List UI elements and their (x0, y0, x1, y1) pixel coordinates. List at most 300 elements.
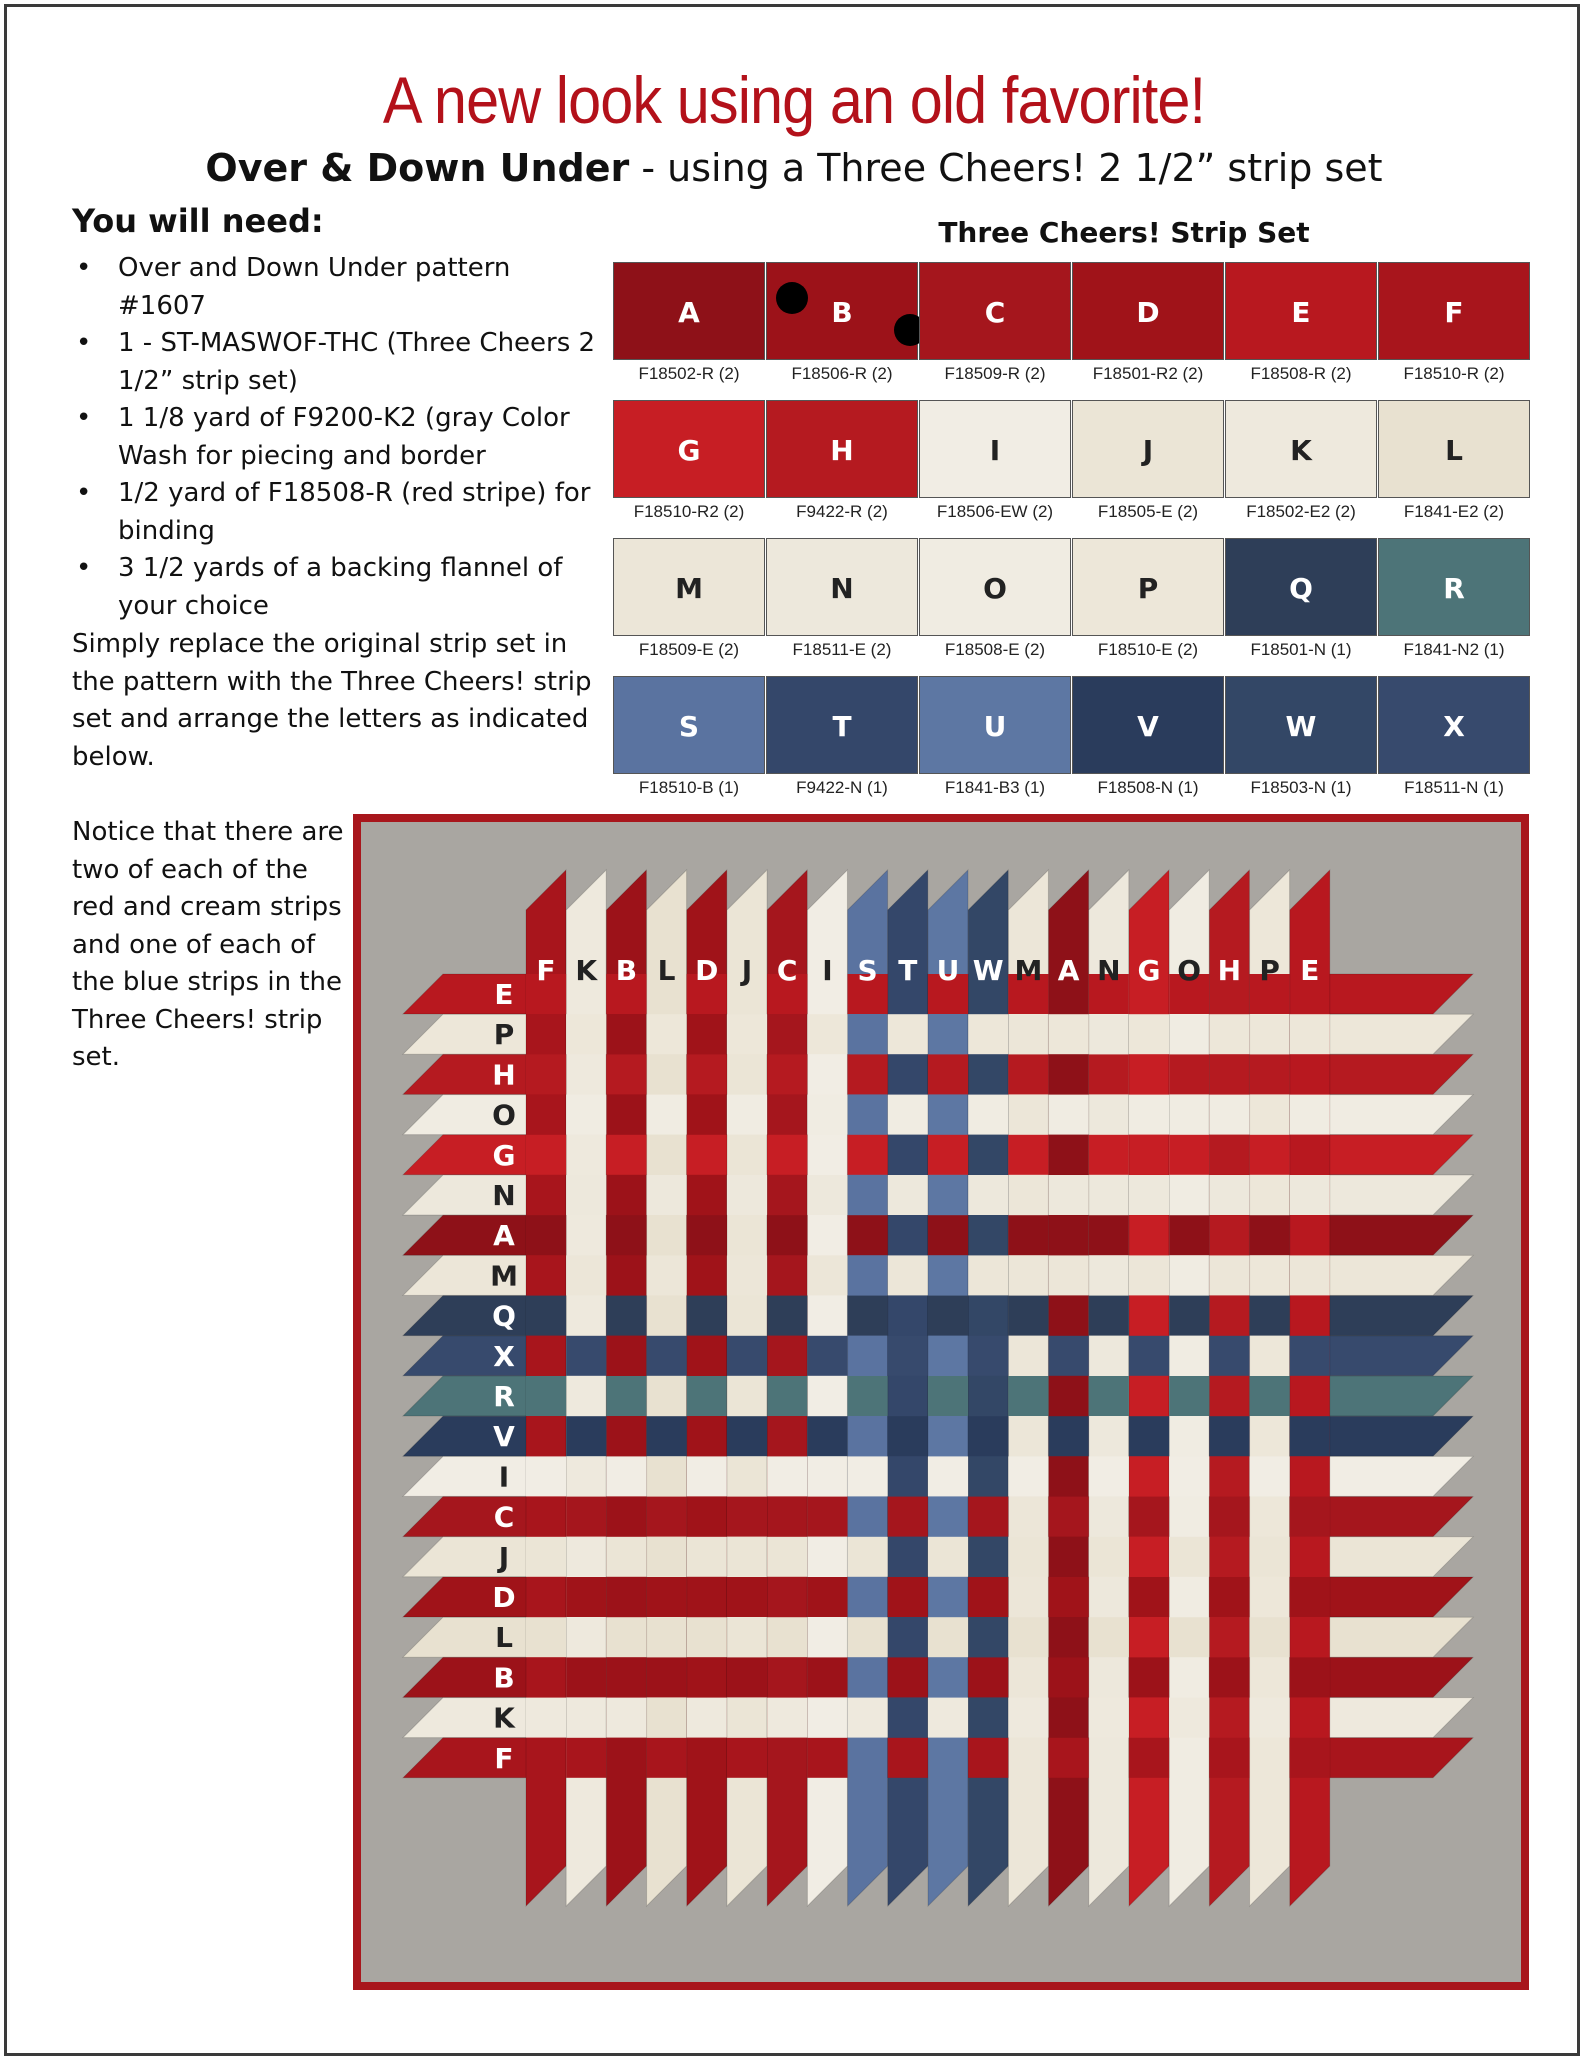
swatch-letter: M (675, 572, 703, 605)
fabric-code: F18510-B (1) (638, 778, 740, 797)
weave-crossing (848, 1135, 888, 1175)
page-subtitle (0, 146, 1588, 190)
fabric-code: F18502-E2 (2) (1246, 502, 1356, 521)
weave-crossing (1209, 1336, 1249, 1376)
swatch-i (919, 396, 1072, 534)
fabric-code: F1841-N2 (1) (1403, 640, 1505, 659)
swatch-letter: P (1137, 572, 1159, 605)
weave-crossing (1250, 1135, 1290, 1175)
weave-crossing (767, 1376, 807, 1416)
weave-crossing (566, 1416, 606, 1456)
weave-crossing (566, 1336, 606, 1376)
weave-crossing (1129, 1014, 1169, 1054)
strip-set-title: Three Cheers! Strip Set (938, 216, 1310, 249)
weave-crossing (647, 1738, 687, 1778)
fabric-code: F9422-N (1) (796, 778, 888, 797)
quilt-diagram (353, 814, 1529, 1990)
weave-crossing (807, 1095, 847, 1135)
swatch-row (613, 672, 1531, 810)
swatch-letter: N (830, 572, 854, 605)
weave-crossing (606, 1054, 646, 1094)
swatch-row (613, 396, 1531, 534)
weave-crossing (767, 1617, 807, 1657)
weave-crossing (1209, 1657, 1249, 1697)
weave-crossing (1169, 1698, 1209, 1738)
weave-crossing (1008, 1215, 1048, 1255)
row-label: J (498, 1540, 510, 1574)
weave-crossing (687, 1537, 727, 1577)
row-label: R (493, 1380, 515, 1413)
row-label: L (495, 1621, 513, 1655)
weave-crossing (1169, 1054, 1209, 1094)
weave-crossing (606, 1376, 646, 1416)
column-label: U (936, 954, 960, 987)
weave-crossing (888, 1014, 928, 1054)
row-label: O (492, 1098, 516, 1132)
weave-crossing (566, 1657, 606, 1697)
weave-crossing (566, 1175, 606, 1215)
weave-crossing (807, 1014, 847, 1054)
weave-crossing (1049, 1255, 1089, 1295)
fabric-code: F18506-R (2) (791, 364, 893, 383)
weave-crossing (606, 1456, 646, 1496)
weave-crossing (928, 1215, 968, 1255)
swatch-o (919, 534, 1072, 672)
weave-crossing (1209, 1175, 1249, 1215)
supply-item: • 3 1/2 yards of a backing flannel of your choice (72, 550, 602, 625)
weave-crossing (888, 1175, 928, 1215)
swatch-s (613, 672, 766, 810)
weave-crossing (1250, 1296, 1290, 1336)
swatch-g (613, 396, 766, 534)
weave-crossing (928, 1617, 968, 1657)
swatch-n (766, 534, 919, 672)
weave-crossing (727, 1175, 767, 1215)
swatch-letter: S (678, 710, 700, 743)
weave-crossing (888, 1577, 928, 1617)
weave-crossing (928, 1054, 968, 1094)
fabric-code: F18510-E (2) (1097, 640, 1199, 659)
swatch-l (1378, 396, 1531, 534)
weave-crossing (1008, 1054, 1048, 1094)
weave-crossing (566, 1095, 606, 1135)
column-label: W (972, 954, 1004, 987)
weave-crossing (1129, 1497, 1169, 1537)
swatch-letter: X (1443, 710, 1465, 743)
weave-crossing (928, 1135, 968, 1175)
weave-crossing (1008, 1296, 1048, 1336)
weave-crossing (1169, 1296, 1209, 1336)
weave-crossing (888, 1095, 928, 1135)
weave-crossing (1049, 1497, 1089, 1537)
weave-crossing (687, 1698, 727, 1738)
swatch-w (1225, 672, 1378, 810)
weave-crossing (928, 1456, 968, 1496)
fabric-code: F18502-R (2) (638, 364, 740, 383)
weave-crossing (928, 1698, 968, 1738)
punch-hole (776, 282, 808, 314)
fabric-code: F9422-R (2) (796, 502, 888, 521)
column-label: D (695, 954, 719, 987)
weave-crossing (647, 1657, 687, 1697)
swatch-c (919, 258, 1072, 396)
fabric-code: F1841-B3 (1) (944, 778, 1046, 797)
weave-crossing (1089, 1054, 1129, 1094)
weave-crossing (848, 1296, 888, 1336)
swatch-u (919, 672, 1072, 810)
weave-crossing (1250, 1376, 1290, 1416)
weave-crossing (1209, 1577, 1249, 1617)
swatch-letter: U (983, 710, 1007, 743)
weave-crossing (1129, 1255, 1169, 1295)
fabric-code: F18510-R2 (2) (633, 502, 745, 521)
weave-crossing (968, 1014, 1008, 1054)
weave-crossing (1129, 1416, 1169, 1456)
weave-crossing (1209, 1738, 1249, 1778)
row-label: P (493, 1018, 515, 1052)
weave-crossing (647, 1336, 687, 1376)
swatch-letter: G (677, 434, 701, 467)
weave-crossing (1089, 1215, 1129, 1255)
weave-crossing (687, 1135, 727, 1175)
swatch-letter: J (1142, 434, 1154, 467)
fabric-code: F18505-E (2) (1097, 502, 1199, 521)
weave-crossing (1169, 1617, 1209, 1657)
weave-crossing (727, 1095, 767, 1135)
notice-text: Notice that there are two of each of the red and cream strips and one of each of the blue strips in the Three Cheers! strip set. (72, 817, 344, 1072)
weave-crossing (888, 1657, 928, 1697)
weave-crossing (848, 1617, 888, 1657)
weave-crossing (606, 1296, 646, 1336)
weave-crossing (1290, 1255, 1330, 1295)
swatch-x (1378, 672, 1531, 810)
weave-crossing (1008, 1135, 1048, 1175)
column-label: P (1259, 954, 1280, 987)
weave-crossing (1049, 1577, 1089, 1617)
weave-crossing (566, 1497, 606, 1537)
row-label: Q (492, 1299, 516, 1333)
weave-crossing (606, 1135, 646, 1175)
supply-item: • 1 - ST-MASWOF-THC (Three Cheers 2 1/2” strip set) (72, 325, 602, 400)
weave-crossing (1049, 1657, 1089, 1697)
column-label: J (741, 954, 753, 987)
weave-crossing (647, 1255, 687, 1295)
weave-crossing (727, 1416, 767, 1456)
row-label: X (493, 1339, 515, 1373)
swatch-d (1072, 258, 1225, 396)
swatch-letter: I (989, 434, 1001, 467)
fabric-code: F18511-E (2) (792, 640, 892, 659)
row-label: F (494, 1741, 514, 1775)
column-label: I (822, 954, 833, 987)
fabric-code: F18511-N (1) (1404, 778, 1504, 797)
swatch-p (1072, 534, 1225, 672)
weave-crossing (1089, 1537, 1129, 1577)
weave-crossing (727, 1738, 767, 1778)
weave-crossing (807, 1175, 847, 1215)
swatch-letter: L (1445, 434, 1463, 467)
weave-crossing (1290, 1095, 1330, 1135)
swatch-r (1378, 534, 1531, 672)
swatch-letter: C (984, 296, 1006, 329)
weave-crossing (647, 1095, 687, 1135)
fabric-code: F18501-N (1) (1250, 640, 1352, 659)
weave-crossing (526, 1296, 566, 1336)
weave-crossing (1169, 1135, 1209, 1175)
weave-crossing (647, 1014, 687, 1054)
weave-crossing (1290, 1416, 1330, 1456)
swatch-row (613, 534, 1531, 672)
weave-crossing (1089, 1135, 1129, 1175)
weave-crossing (848, 1376, 888, 1416)
weave-crossing (526, 1054, 566, 1094)
supply-item: • 1 1/8 yard of F9200-K2 (gray Color Wash for piecing and border (72, 400, 602, 475)
weave-crossing (1089, 1296, 1129, 1336)
supply-item: • Over and Down Under pattern #1607 (72, 250, 602, 325)
weave-crossing (566, 1577, 606, 1617)
weave-crossing (1290, 1577, 1330, 1617)
row-label: M (490, 1259, 518, 1293)
weave-crossing (526, 1376, 566, 1416)
weave-crossing (647, 1175, 687, 1215)
weave-crossing (1049, 1738, 1089, 1778)
weave-crossing (968, 1416, 1008, 1456)
weave-crossing (767, 1537, 807, 1577)
row-label: E (494, 978, 514, 1011)
swatch-h (766, 396, 919, 534)
weave-crossing (888, 1497, 928, 1537)
weave-crossing (1089, 1456, 1129, 1496)
weave-crossing (1250, 1698, 1290, 1738)
subtitle-rest: - using a Three Cheers! 2 1/2” strip set (629, 146, 1383, 190)
row-label: K (493, 1701, 515, 1735)
weave-crossing (566, 1255, 606, 1295)
weave-crossing (687, 1054, 727, 1094)
weave-crossing (727, 1255, 767, 1295)
swatch-letter: R (1443, 572, 1465, 605)
weave-crossing (1129, 1336, 1169, 1376)
weave-crossing (727, 1577, 767, 1617)
swatch-b (766, 258, 919, 396)
weave-crossing (647, 1416, 687, 1456)
fabric-code: F1841-E2 (2) (1403, 502, 1505, 521)
weave-crossing (888, 1336, 928, 1376)
swatch-k (1225, 396, 1378, 534)
weave-crossing (888, 1255, 928, 1295)
weave-crossing (888, 1416, 928, 1456)
weave-crossing (848, 1537, 888, 1577)
supply-item: • 1/2 yard of F18508-R (red stripe) for binding (72, 475, 602, 550)
weave-crossing (606, 1215, 646, 1255)
swatch-letter: O (983, 572, 1007, 605)
swatch-q (1225, 534, 1378, 672)
weave-crossing (1290, 1014, 1330, 1054)
swatch-letter: T (832, 710, 852, 743)
weave-crossing (647, 1577, 687, 1617)
swatch-a (613, 258, 766, 396)
weave-crossing (767, 1296, 807, 1336)
weave-crossing (1129, 1657, 1169, 1697)
weave-crossing (1250, 1456, 1290, 1496)
weave-crossing (1290, 1175, 1330, 1215)
weave-crossing (1290, 1738, 1330, 1778)
weave-crossing (1250, 1537, 1290, 1577)
column-label: O (1177, 954, 1202, 987)
weave-crossing (606, 1537, 646, 1577)
column-label: F (536, 954, 556, 987)
weave-crossing (1209, 1095, 1249, 1135)
swatch-letter: K (1290, 434, 1312, 467)
weave-crossing (1008, 1456, 1048, 1496)
strip-set-swatches (613, 258, 1531, 810)
column-label: G (1137, 954, 1161, 987)
weave-crossing (1169, 1456, 1209, 1496)
weave-crossing (1008, 1617, 1048, 1657)
row-label: N (492, 1179, 516, 1212)
weave-crossing (526, 1215, 566, 1255)
weave-crossing (1209, 1497, 1249, 1537)
row-label: H (492, 1058, 516, 1092)
weave-crossing (1049, 1175, 1089, 1215)
weave-crossing (526, 1456, 566, 1496)
weave-crossing (928, 1537, 968, 1577)
weave-crossing (687, 1296, 727, 1336)
you-will-need-heading: You will need: (72, 202, 324, 240)
weave-crossing (807, 1336, 847, 1376)
pattern-name: Over & Down Under (205, 146, 630, 190)
weave-crossing (727, 1336, 767, 1376)
page-title: A new look using an old favorite! (382, 63, 1206, 137)
weave-crossing (566, 1014, 606, 1054)
swatch-m (613, 534, 766, 672)
swatch-letter: E (1291, 296, 1311, 329)
column-label: B (615, 954, 638, 987)
weave-crossing (968, 1657, 1008, 1697)
weave-crossing (1169, 1537, 1209, 1577)
weave-crossing (928, 1376, 968, 1416)
weave-crossing (807, 1657, 847, 1697)
swatch-letter: D (1136, 296, 1160, 329)
weave-crossing (1129, 1577, 1169, 1617)
weave-crossing (968, 1255, 1008, 1295)
row-label: G (492, 1138, 516, 1172)
swatch-j (1072, 396, 1225, 534)
row-label: D (492, 1581, 516, 1614)
swatch-v (1072, 672, 1225, 810)
weave-crossing (767, 1456, 807, 1496)
weave-crossing (968, 1336, 1008, 1376)
weave-crossing (1089, 1376, 1129, 1416)
weave-crossing (848, 1698, 888, 1738)
weave-crossing (888, 1738, 928, 1778)
row-label: C (493, 1500, 515, 1534)
row-label: V (493, 1420, 515, 1454)
weave-crossing (1209, 1014, 1249, 1054)
column-label: L (657, 954, 676, 987)
weave-crossing (767, 1054, 807, 1094)
row-label: I (498, 1460, 510, 1494)
weave-crossing (968, 1497, 1008, 1537)
weave-crossing (1129, 1095, 1169, 1135)
weave-crossing (687, 1617, 727, 1657)
swatch-letter: F (1444, 296, 1464, 329)
fabric-code: F18501-R2 (2) (1092, 364, 1204, 383)
swatch-letter: V (1137, 710, 1159, 743)
column-label: M (1014, 954, 1043, 987)
weave-crossing (807, 1497, 847, 1537)
weave-crossing (606, 1617, 646, 1657)
weave-crossing (727, 1657, 767, 1697)
weave-crossing (848, 1456, 888, 1496)
swatch-t (766, 672, 919, 810)
weave-crossing (807, 1577, 847, 1617)
weave-crossing (968, 1175, 1008, 1215)
weave-crossing (1049, 1014, 1089, 1054)
row-label: B (493, 1661, 515, 1695)
fabric-code: F18509-R (2) (944, 364, 1046, 383)
weave-crossing (1250, 1054, 1290, 1094)
weave-crossing (526, 1698, 566, 1738)
weave-crossing (1049, 1336, 1089, 1376)
weave-crossing (1008, 1698, 1048, 1738)
weave-crossing (606, 1698, 646, 1738)
swatch-letter: Q (1289, 572, 1313, 605)
weave-crossing (928, 1296, 968, 1336)
instructions-text: Simply replace the original strip set in the pattern with the Three Cheers! strip set and arrange the letters as indicated below. (72, 629, 592, 772)
weave-crossing (1049, 1095, 1089, 1135)
weave-crossing (848, 1215, 888, 1255)
weave-crossing (1089, 1617, 1129, 1657)
weave-crossing (767, 1215, 807, 1255)
weave-crossing (1290, 1336, 1330, 1376)
swatch-letter: A (678, 296, 700, 329)
swatch-e (1225, 258, 1378, 396)
fabric-code: F18508-E (2) (944, 640, 1046, 659)
weave-crossing (968, 1738, 1008, 1778)
weave-crossing (1089, 1698, 1129, 1738)
weave-crossing (647, 1497, 687, 1537)
weave-crossing (1008, 1537, 1048, 1577)
weave-crossing (1290, 1497, 1330, 1537)
weave-crossing (1169, 1376, 1209, 1416)
fabric-code: F18506-EW (2) (936, 502, 1054, 521)
weave-crossing (1129, 1738, 1169, 1778)
weave-crossing (526, 1135, 566, 1175)
weave-crossing (687, 1456, 727, 1496)
fabric-code: F18509-E (2) (638, 640, 740, 659)
weave-crossing (687, 1215, 727, 1255)
column-label: T (898, 954, 918, 987)
weave-crossing (1250, 1215, 1290, 1255)
row-label: A (493, 1219, 515, 1253)
weave-crossing (687, 1376, 727, 1416)
weave-crossing (807, 1416, 847, 1456)
column-label: N (1097, 954, 1121, 987)
weave-crossing (526, 1617, 566, 1657)
weave-crossing (1169, 1215, 1209, 1255)
column-label: E (1300, 954, 1320, 987)
column-label: A (1057, 954, 1080, 987)
weave-crossing (727, 1014, 767, 1054)
weave-crossing (807, 1255, 847, 1295)
swatch-letter: H (830, 434, 854, 467)
swatch-letter: B (831, 296, 853, 329)
weave-crossing (1290, 1657, 1330, 1697)
weave-crossing (727, 1497, 767, 1537)
weave-crossing (848, 1054, 888, 1094)
weave-crossing (807, 1738, 847, 1778)
column-label: H (1217, 954, 1242, 987)
